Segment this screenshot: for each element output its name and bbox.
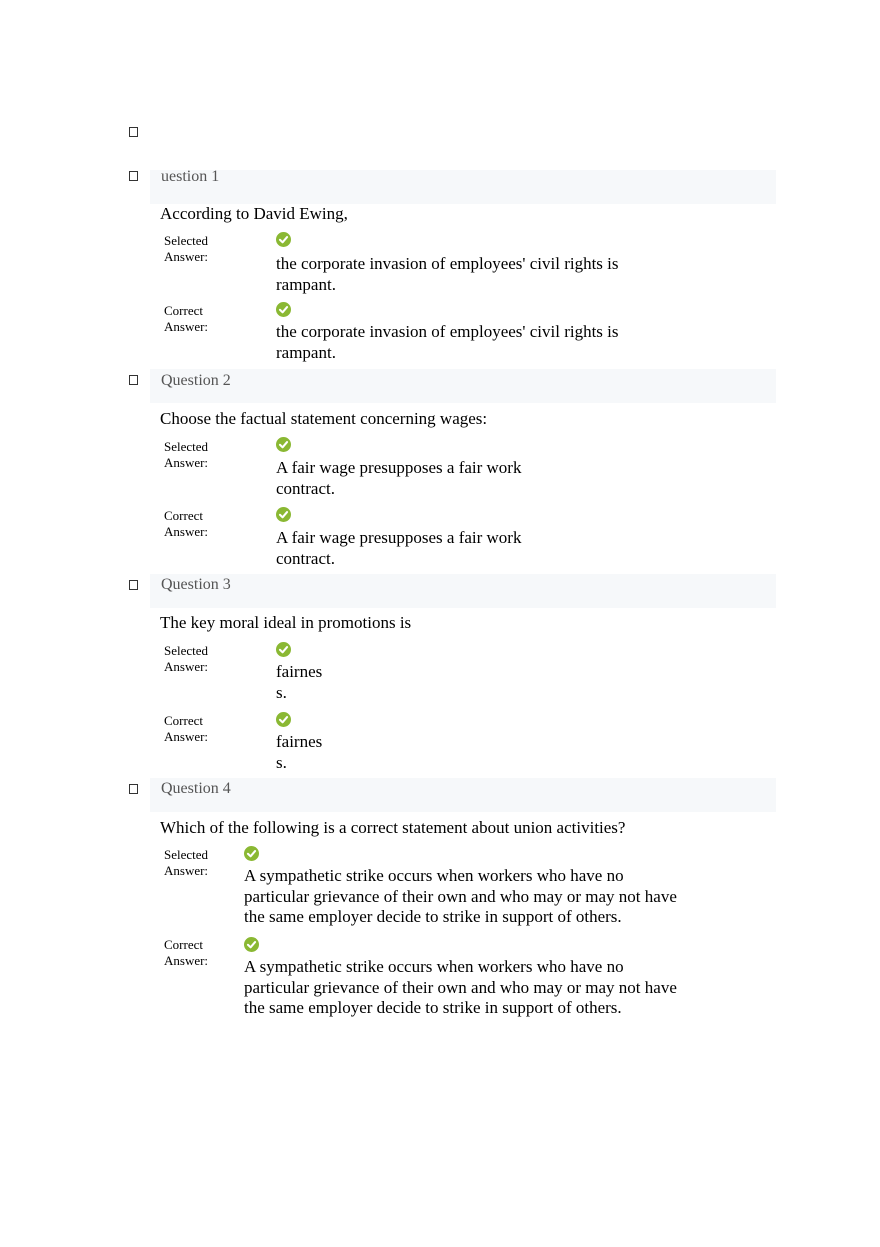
correct-answer-label: Correct Answer: — [164, 937, 209, 968]
question-3-header — [150, 574, 776, 608]
selected-answer-text: the corporate invasion of employees' civil rights is rampant. — [276, 254, 619, 294]
selected-answer-text: A sympathetic strike occurs when workers who have no particular grievance of their own and who may or may not have the same employer decide to strike in support of others. — [244, 866, 677, 926]
check-icon — [244, 846, 259, 861]
missing-glyph-box-icon — [129, 171, 138, 181]
correct-answer-text: A fair wage presupposes a fair work contract. — [276, 528, 522, 568]
missing-glyph-box-icon — [129, 580, 138, 590]
question-3-prompt: The key moral ideal in promotions is — [160, 613, 412, 632]
correct-answer-label: Correct Answer: — [164, 303, 209, 334]
correct-answer-label: Correct Answer: — [164, 713, 209, 744]
selected-answer-text: fairnes s. — [276, 662, 323, 702]
check-icon — [276, 507, 291, 522]
question-2-label: Question 2 — [161, 372, 231, 389]
question-4-prompt: Which of the following is a correct statement about union activities? — [160, 818, 626, 837]
missing-glyph-box-icon — [129, 784, 138, 794]
selected-answer-text: A fair wage presupposes a fair work contract. — [276, 458, 522, 498]
correct-answer-label: Correct Answer: — [164, 508, 209, 539]
question-1-header — [150, 170, 776, 204]
correct-answer-text: A sympathetic strike occurs when workers who have no particular grievance of their own and who may or may not have the same employer decide to strike in support of others. — [244, 957, 677, 1017]
selected-answer-label: Selected Answer: — [164, 233, 209, 264]
question-1-prompt: According to David Ewing, — [160, 204, 348, 223]
check-icon — [276, 302, 291, 317]
selected-answer-label: Selected Answer: — [164, 847, 209, 878]
selected-answer-label: Selected Answer: — [164, 643, 209, 674]
correct-answer-text: the corporate invasion of employees' civil rights is rampant. — [276, 322, 619, 362]
check-icon — [276, 232, 291, 247]
check-icon — [276, 712, 291, 727]
check-icon — [244, 937, 259, 952]
check-icon — [276, 642, 291, 657]
question-1-label: uestion 1 — [161, 168, 220, 185]
question-4-label: Question 4 — [161, 780, 231, 797]
missing-glyph-box-icon — [129, 375, 138, 385]
question-2-header — [150, 369, 776, 403]
check-icon — [276, 437, 291, 452]
question-4-header — [150, 778, 776, 812]
selected-answer-label: Selected Answer: — [164, 439, 209, 470]
correct-answer-text: fairnes s. — [276, 732, 323, 772]
question-2-prompt: Choose the factual statement concerning wages: — [160, 409, 488, 428]
question-3-label: Question 3 — [161, 576, 231, 593]
missing-glyph-box-icon — [129, 127, 138, 137]
